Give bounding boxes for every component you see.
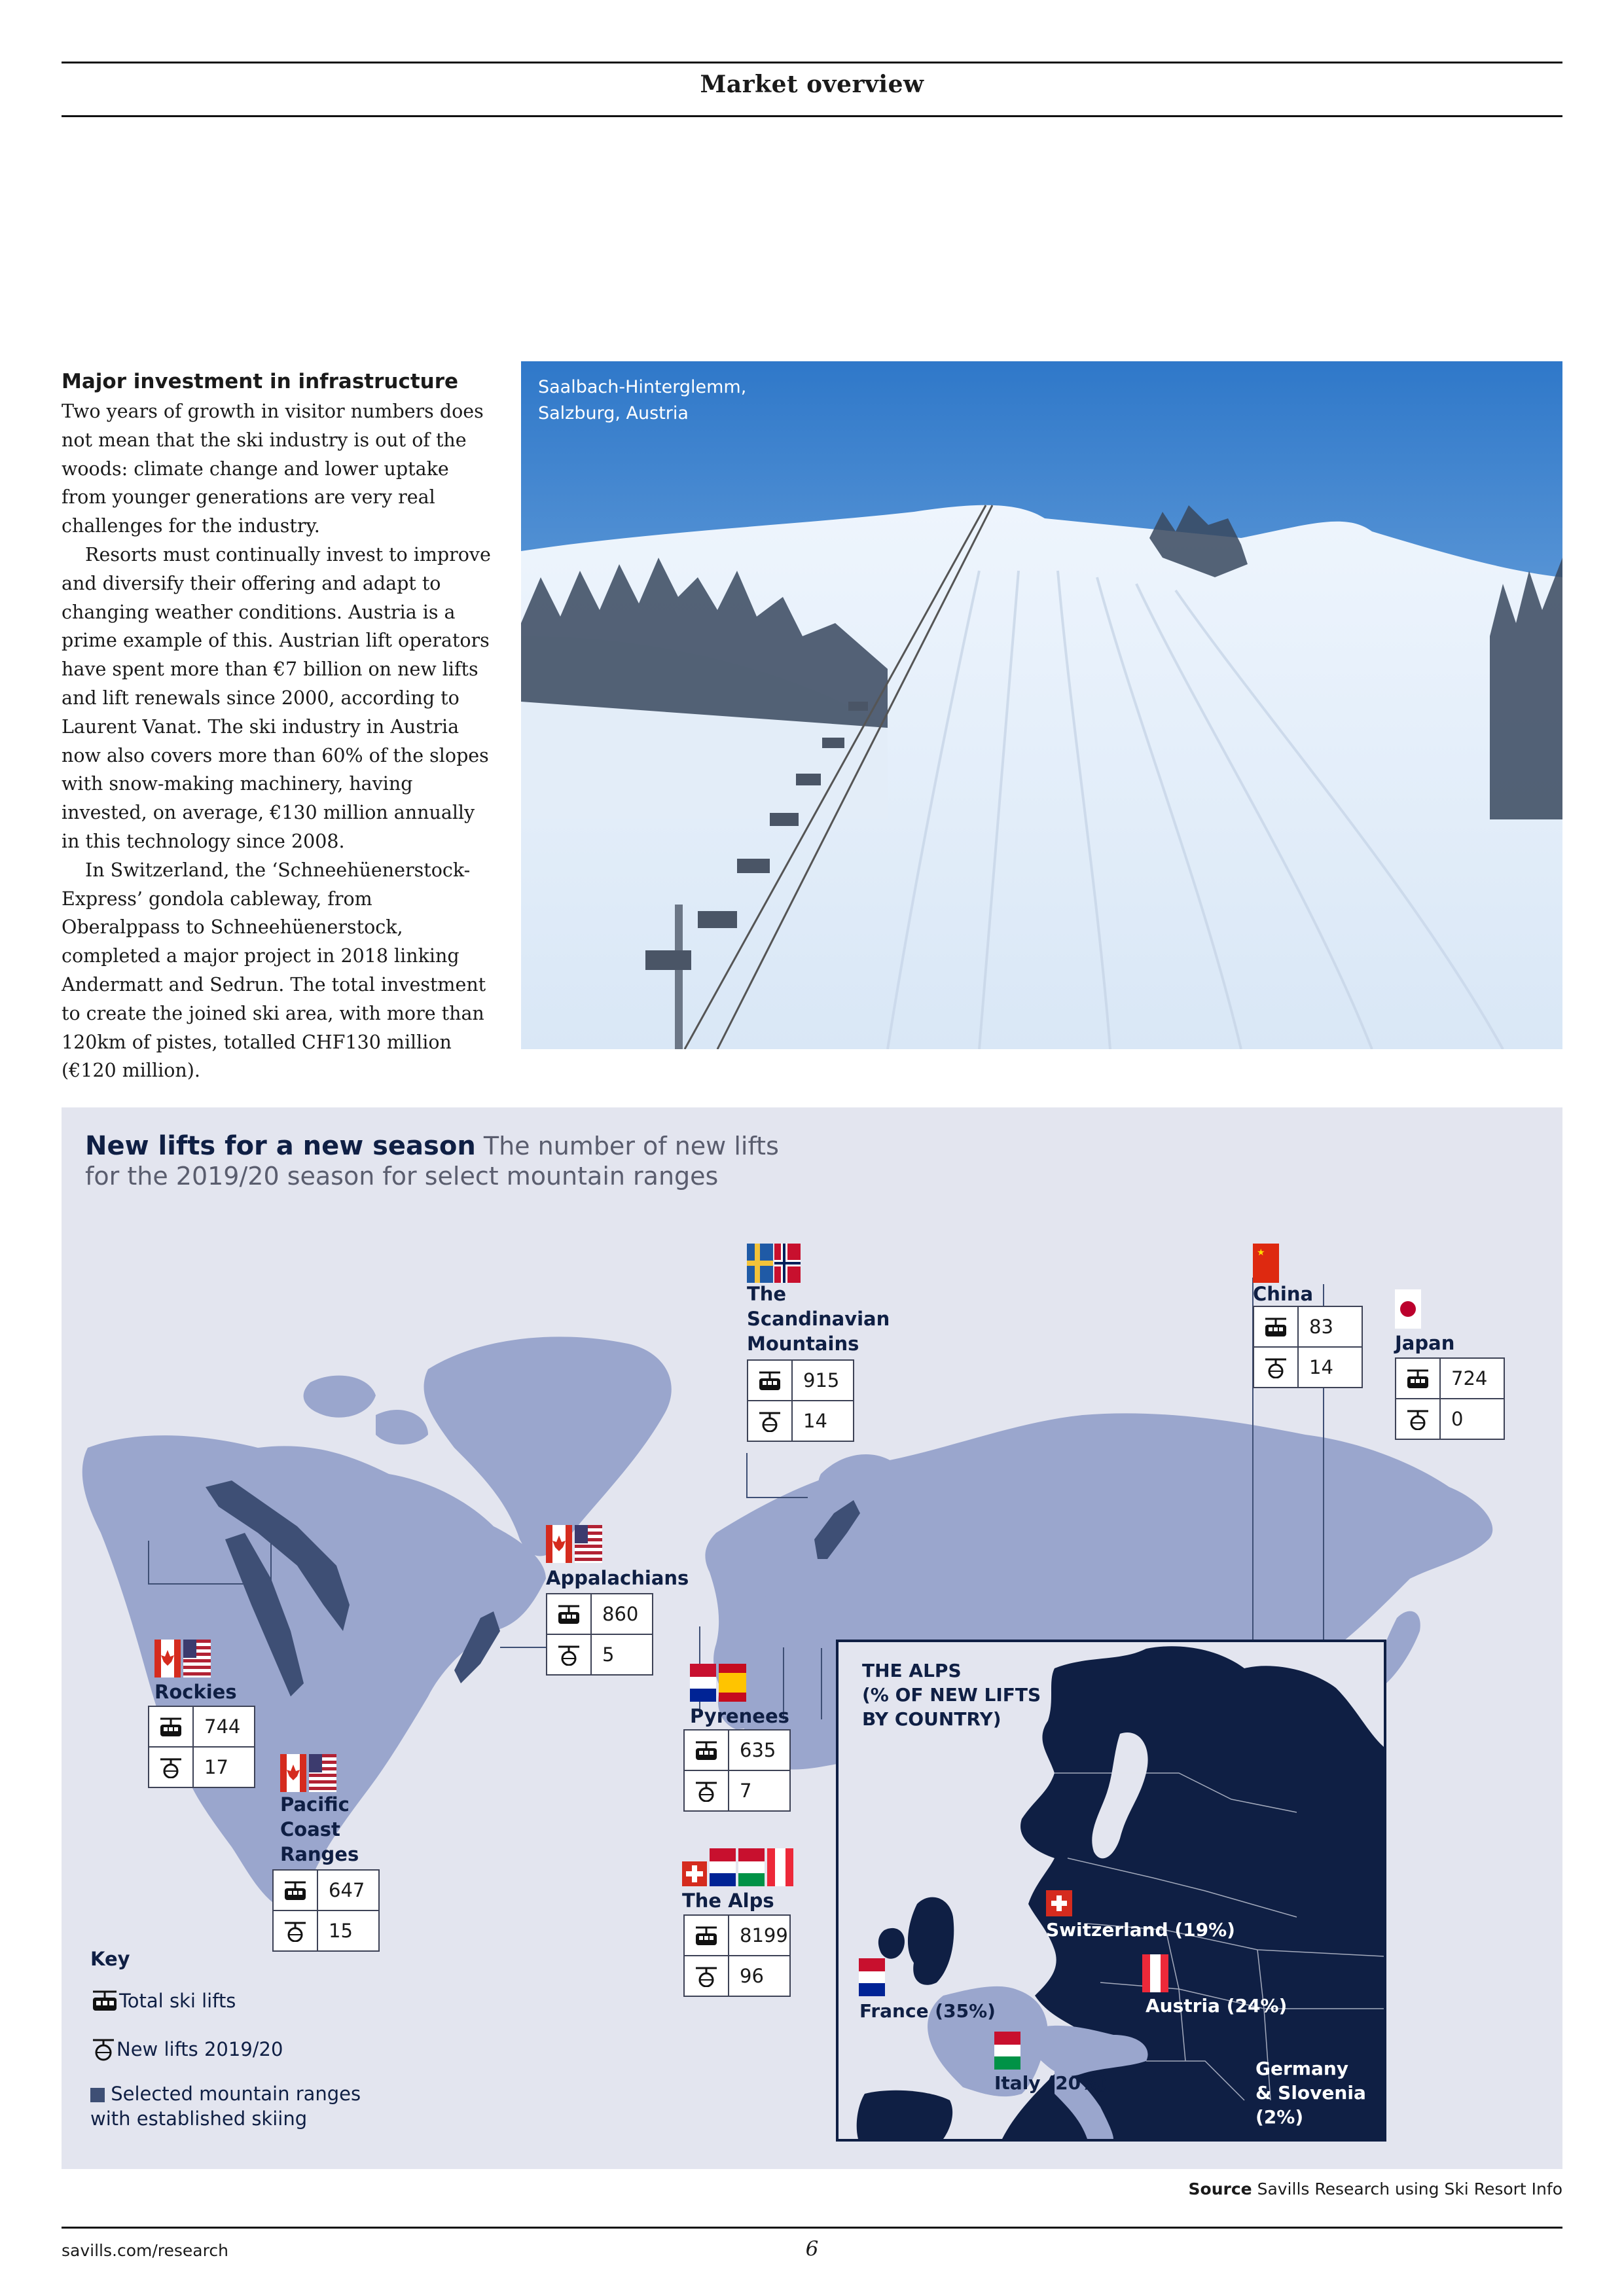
range-label-scandinavian bbox=[747, 1282, 890, 1356]
alps-title-line: BY COUNTRY) bbox=[862, 1708, 1001, 1730]
range-label-line: Scandinavian bbox=[747, 1308, 890, 1330]
range-label-line: Ranges bbox=[280, 1843, 359, 1865]
alps-title-line: THE ALPS bbox=[862, 1660, 962, 1681]
new-lift-icon bbox=[685, 1956, 729, 1996]
total-lifts-value: 635 bbox=[740, 1739, 776, 1761]
top-rule bbox=[62, 62, 1562, 63]
range-label-line: Coast bbox=[280, 1818, 340, 1840]
new-lift-icon bbox=[685, 1771, 729, 1810]
range-label-alps: The Alps bbox=[682, 1890, 774, 1912]
country-label-france: France (35%) bbox=[859, 2000, 996, 2022]
article-paragraph: Resorts must continually invest to improve and diversify their offering and adapt to changing weather conditions. Austria is a prime example of this. Austrian lift operators have spent more than €7 billion on new lifts and lift renewals since 2000, according to Laurent Vanat. The ski industry in Austria now also covers more than 60% of the slopes with snow-making machinery, having invested, on average, €130 million annually in this technology since 2008. bbox=[62, 543, 491, 852]
gondola-icon bbox=[547, 1594, 592, 1634]
country-label-line: Germany bbox=[1255, 2058, 1349, 2079]
article-heading: Major investment in infrastructure bbox=[62, 370, 459, 393]
range-swatch-icon bbox=[90, 2088, 105, 2102]
total-lifts-value: 860 bbox=[602, 1603, 639, 1625]
gondola-icon bbox=[90, 1988, 119, 2013]
japan-flag bbox=[1395, 1289, 1421, 1329]
new-lifts-value: 0 bbox=[1451, 1408, 1464, 1430]
total-lifts-value: 83 bbox=[1309, 1316, 1333, 1338]
legend-total-lifts: Total ski lifts bbox=[119, 1990, 236, 2012]
alps-title-line: (% OF NEW LIFTS bbox=[862, 1684, 1041, 1706]
total-lifts-value: 744 bbox=[204, 1715, 241, 1738]
new-lift-icon bbox=[90, 2037, 117, 2062]
total-lifts-value: 8199 bbox=[740, 1924, 788, 1946]
gondola-icon bbox=[1396, 1359, 1441, 1398]
article bbox=[62, 370, 494, 1085]
new-lifts-value: 5 bbox=[602, 1643, 615, 1666]
range-box-china bbox=[1253, 1306, 1363, 1388]
gondola-icon bbox=[685, 1916, 729, 1955]
new-lift-icon bbox=[1254, 1348, 1299, 1387]
france-spain-flags bbox=[690, 1664, 746, 1702]
photo-caption-line: Salzburg, Austria bbox=[538, 403, 689, 423]
canada-usa-flags bbox=[546, 1525, 602, 1563]
footer-url[interactable]: savills.com/research bbox=[62, 2241, 228, 2260]
article-paragraph: In Switzerland, the ‘Schneehüenerstock-Express’ gondola cableway, from Oberalppass to Schneehüenerstock, completed a major project in 2018 linking Andermatt and Sedrun. The total investment to create the joined ski area, with more than 120km of pistes, totalled CHF130 million (€120 million). bbox=[62, 859, 486, 1082]
range-box-alps bbox=[683, 1914, 791, 1997]
header-rule bbox=[62, 115, 1562, 117]
source-text: Savills Research using Ski Resort Info bbox=[1252, 2179, 1562, 2198]
infographic-subtitle: for the 2019/20 season for select mountain ranges bbox=[85, 1162, 719, 1191]
infographic-title-rest: The number of new lifts bbox=[475, 1132, 779, 1160]
infographic-title-bold: New lifts for a new season bbox=[85, 1131, 476, 1161]
new-lifts-value: 14 bbox=[803, 1410, 827, 1432]
range-box-rockies bbox=[148, 1706, 255, 1788]
total-lifts-value: 724 bbox=[1451, 1367, 1488, 1390]
range-label-appalachians: Appalachians bbox=[546, 1567, 689, 1589]
new-lift-icon bbox=[274, 1911, 318, 1950]
gondola-icon bbox=[274, 1871, 318, 1910]
total-lifts-value: 647 bbox=[329, 1879, 365, 1901]
total-lifts-value: 915 bbox=[803, 1369, 840, 1391]
legend bbox=[90, 1948, 483, 2131]
country-label-switzerland: Switzerland (19%) bbox=[1046, 1919, 1235, 1941]
alps-panel-title bbox=[862, 1659, 1124, 1731]
gondola-icon bbox=[1254, 1307, 1299, 1346]
range-label-pyrenees: Pyrenees bbox=[690, 1705, 789, 1727]
gondola-icon bbox=[748, 1361, 793, 1400]
sweden-norway-flags bbox=[747, 1244, 801, 1283]
country-label-line: & Slovenia bbox=[1255, 2082, 1366, 2104]
country-label-austria: Austria (24%) bbox=[1146, 1995, 1288, 2017]
section-title: Market overview bbox=[700, 71, 924, 98]
range-box-japan bbox=[1395, 1357, 1505, 1440]
range-box-appalachians bbox=[546, 1593, 653, 1676]
new-lifts-value: 7 bbox=[740, 1780, 752, 1802]
china-flag bbox=[1253, 1244, 1279, 1283]
legend-new-lifts: New lifts 2019/20 bbox=[117, 2038, 283, 2060]
range-box-scandinavian bbox=[747, 1359, 854, 1442]
new-lifts-value: 96 bbox=[740, 1965, 764, 1987]
article-paragraph: Two years of growth in visitor numbers does not mean that the ski industry is out of the woods: climate change and lower uptake from younger generations are very real challenges for the industry. bbox=[62, 401, 484, 537]
gondola-icon bbox=[685, 1731, 729, 1770]
range-label-rockies: Rockies bbox=[154, 1681, 237, 1703]
photo-caption-line: Saalbach-Hinterglemm, bbox=[538, 377, 747, 397]
country-label-italy: Italy (20%) bbox=[994, 2072, 1108, 2094]
new-lift-icon bbox=[547, 1635, 592, 1674]
new-lifts-value: 14 bbox=[1309, 1356, 1333, 1378]
page-number: 6 bbox=[805, 2237, 819, 2261]
source-label: Source bbox=[1188, 2179, 1252, 2198]
footer-rule bbox=[62, 2227, 1562, 2229]
range-box-pyrenees bbox=[683, 1729, 791, 1812]
new-lift-icon bbox=[149, 1748, 194, 1787]
canada-usa-flags bbox=[280, 1754, 336, 1792]
legend-ranges: Selected mountain ranges bbox=[111, 2083, 361, 2105]
legend-ranges-line2: with established skiing bbox=[90, 2108, 308, 2130]
range-label-china: China bbox=[1253, 1283, 1314, 1305]
range-label-line: Pacific bbox=[280, 1793, 350, 1816]
range-box-pacific bbox=[272, 1869, 380, 1952]
france-flag bbox=[859, 1958, 885, 1996]
range-label-line: The bbox=[747, 1283, 787, 1305]
new-lifts-value: 15 bbox=[329, 1920, 353, 1942]
ski-slope-photo bbox=[521, 361, 1562, 1049]
source-note bbox=[1189, 2179, 1562, 2198]
country-label-line: (2%) bbox=[1255, 2106, 1304, 2128]
range-label-pacific bbox=[280, 1792, 359, 1867]
legend-title: Key bbox=[90, 1948, 130, 1970]
new-lifts-value: 17 bbox=[204, 1756, 228, 1778]
canada-usa-flags bbox=[154, 1640, 211, 1677]
italy-flag bbox=[994, 2032, 1020, 2070]
new-lift-icon bbox=[748, 1401, 793, 1441]
new-lift-icon bbox=[1396, 1399, 1441, 1439]
alps-country-flags bbox=[682, 1848, 793, 1888]
country-label-germany-slovenia bbox=[1255, 2056, 1366, 2129]
svg-text:★: ★ bbox=[1257, 1247, 1265, 1258]
range-label-japan: Japan bbox=[1395, 1332, 1455, 1354]
gondola-icon bbox=[149, 1707, 194, 1746]
austria-flag bbox=[1142, 1954, 1168, 1992]
switzerland-flag bbox=[1046, 1890, 1072, 1916]
range-label-line: Mountains bbox=[747, 1333, 859, 1355]
photo-caption bbox=[538, 374, 813, 427]
